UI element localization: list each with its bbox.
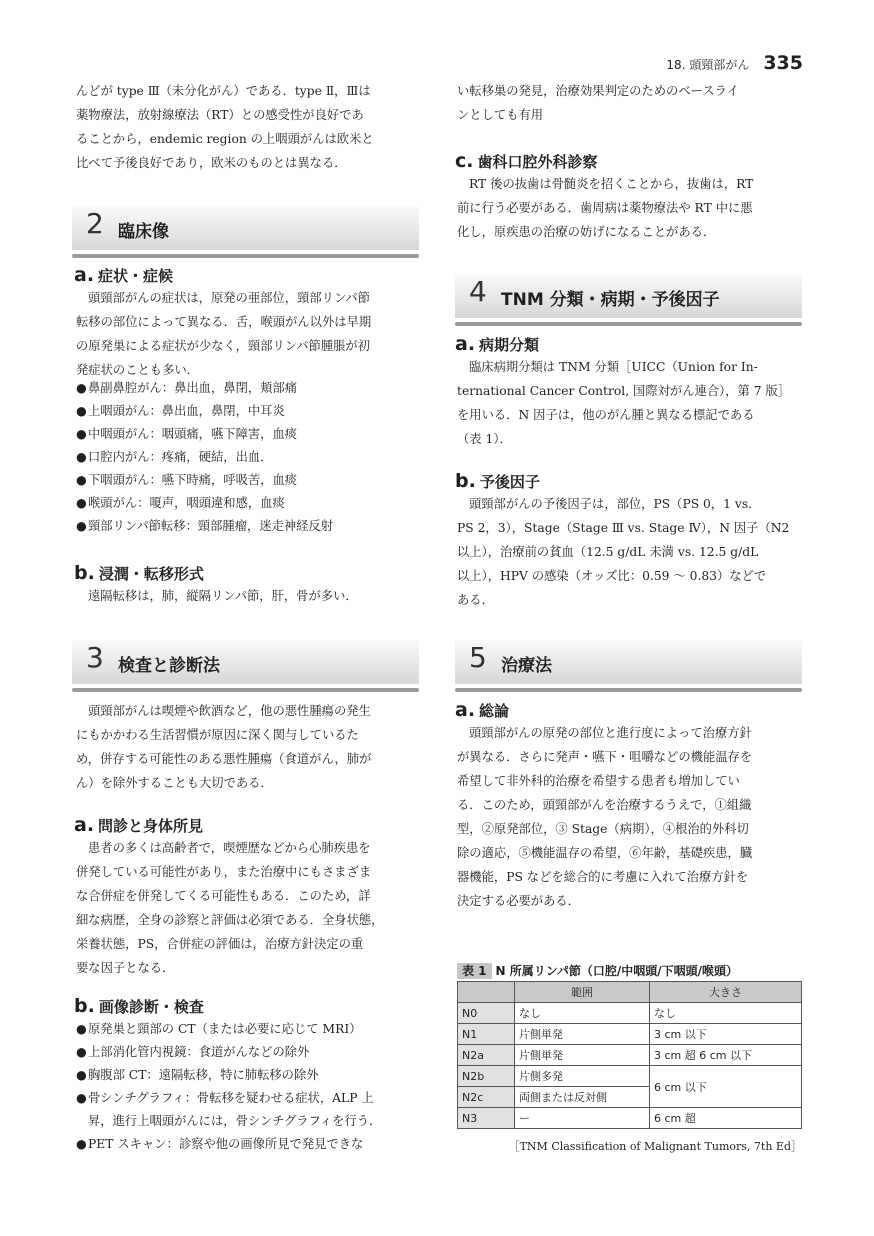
section-2-heading: 2 臨床像 xyxy=(72,206,419,250)
table-row: N2a 片側単発 3 cm 超 6 cm 以下 xyxy=(458,1045,802,1066)
table-source: ［TNM Classification of Malignant Tumors, 7th Ed］ xyxy=(508,1140,802,1153)
table-row: N0 なし なし xyxy=(458,1003,802,1024)
table-header-row: 範囲 大きさ xyxy=(458,982,802,1003)
chapter-title: 18. 頭頸部がん xyxy=(666,58,750,72)
subsection-3c-heading: c. 歯科口腔外科診察 xyxy=(455,150,598,172)
page-number: 335 xyxy=(763,52,803,74)
subsection-2b-heading: b. 浸潤・転移形式 xyxy=(74,562,204,584)
section-3-heading: 3 検査と診断法 xyxy=(72,640,419,684)
exam-intro-paragraph: 頭頸部がんは喫煙や飲酒など，他の悪性腫瘍の発生 にもかかわる生活習慣が原因に深く関与しているた め，併存する可能性のある悪性腫瘍（食道がん，肺が ん）を除外することも大切である． xyxy=(76,704,372,790)
subsection-4a-heading: a. 病期分類 xyxy=(455,333,540,355)
subsection-2a-heading: a. 症状・症候 xyxy=(74,264,174,286)
symptoms-list xyxy=(76,377,333,538)
list-item: 昇，進行上咽頭がんには，骨シンチグラフィを行う． xyxy=(88,1114,382,1128)
metastasis-paragraph: 遠隔転移は，肺，縦隔リンパ節，肝，骨が多い． xyxy=(88,589,358,603)
running-header xyxy=(666,52,803,74)
list-item: ●上部消化管内視鏡：食道がんなどの除外 xyxy=(76,1045,310,1059)
treatment-paragraph: 頭頸部がんの原発の部位と進行度によって治療方針 が異なる．さらに発声・嚥下・咀嚼などの機能温存を 希望して非外科的治療を希望する患者も増加してい る．このため，頭頸部がんを治療するうえで，①組織 型，②原発部位，③ Stage（病期），④根治的外科切 除の適応，⑤機能温存の希望，⑥年齢，基礎疾患，臓 器機能，PS などを総合的に考慮に入れて治療方針を 決定する必要がある． xyxy=(457,726,753,908)
list-item: ●口腔内がん：疼痛，硬結，出血． xyxy=(76,450,273,464)
table-row: N2b 片側多発 6 cm 以下 xyxy=(458,1066,802,1087)
list-item: ●頸部リンパ節転移：頸部腫瘤，迷走神経反射 xyxy=(76,519,334,533)
list-item: ●下咽頭がん：嚥下時痛，呼吸苦，血痰 xyxy=(76,473,298,487)
table-row: N1 片側単発 3 cm 以下 xyxy=(458,1024,802,1045)
section-5-heading: 5 治療法 xyxy=(455,640,802,684)
list-item: ●喉頭がん：嗄声，咽頭違和感，血痰 xyxy=(76,496,285,510)
list-item: ●鼻副鼻腔がん：鼻出血，鼻閉，頬部痛 xyxy=(76,381,298,395)
history-paragraph: 患者の多くは高齢者で，喫煙歴などから心肺疾患を 併発している可能性があり，また治療中にもさまざま な合併症を併発してくる可能性もある．このため，詳 細な病歴，全身の診察と評価は必須である．全身状態， 栄養状態，PS，合併症の評価は，治療方針決定の重 要な因子となる． xyxy=(76,841,384,975)
list-item: ●上咽頭がん：鼻出血，鼻閉，中耳炎 xyxy=(76,404,285,418)
staging-paragraph: 臨床病期分類は TNM 分類［UICC（Union for In- ternational Cancer Control, 国際対がん連合），第 7 版］ を用いる．N 因子は，他のがん腫と異なる標記である （表 1）． xyxy=(457,360,791,446)
n-stage-table xyxy=(457,981,802,1129)
symptoms-paragraph: 頭頸部がんの症状は，原発の亜部位，頸部リンパ節 転移の部位によって異なる．舌，喉頭がん以外は早期 の原発巣による症状が少なく，頸部リンパ節腫脹が初 発症状のことも多い． xyxy=(76,291,372,377)
list-item: ●原発巣と頸部の CT（または必要に応じて MRI） xyxy=(76,1022,362,1036)
imaging-list xyxy=(76,1018,381,1156)
list-item: ●骨シンチグラフィ：骨転移を疑わせる症状，ALP 上 xyxy=(76,1091,374,1105)
list-item: ●PET スキャン：診察や他の画像所見で発見できな xyxy=(76,1137,364,1151)
continued-paragraph: い転移巣の発見，治療効果判定のためのベースライ ンとしても有用 xyxy=(457,84,739,122)
subsection-4b-heading: b. 予後因子 xyxy=(455,470,540,492)
subsection-3a-heading: a. 問診と身体所見 xyxy=(74,814,204,836)
intro-paragraph: んどが type Ⅲ（未分化がん）である．type Ⅱ，Ⅲは 薬物療法，放射線療法（RT）との感受性が良好であ ることから，endemic region の上咽頭がんは欧米と 比べて予後良好であり，欧米のものとは異なる． xyxy=(76,84,374,170)
subsection-3b-heading: b. 画像診断・検査 xyxy=(74,995,204,1017)
table-row: N3 ー 6 cm 超 xyxy=(458,1108,802,1129)
section-4-heading: 4 TNM 分類・病期・予後因子 xyxy=(455,274,802,318)
list-item: ●胸腹部 CT：遠隔転移，特に肺転移の除外 xyxy=(76,1068,319,1082)
dental-paragraph: RT 後の抜歯は骨髄炎を招くことから，抜歯は，RT 前に行う必要がある．歯周病は薬物療法や RT 中に悪 化し，原疾患の治療の妨げになることがある． xyxy=(457,177,754,239)
subsection-5a-heading: a. 総論 xyxy=(455,699,510,721)
table-row: N2c 両側または反対側 xyxy=(458,1087,802,1108)
table-caption: 表 1 N 所属リンパ節（口腔/中咽頭/下咽頭/喉頭） xyxy=(457,962,738,979)
prognosis-paragraph: 頭頸部がんの予後因子は，部位，PS（PS 0，1 vs. PS 2，3），Stage（Stage Ⅲ vs. Stage Ⅳ），N 因子（N2 以上），治療前の貧血（12.5 g/dL 未満 vs. 12.5 g/dL 以上），HPV の感染（オッズ比：0.59 〜 0.83）などで ある． xyxy=(457,497,790,607)
list-item: ●中咽頭がん：咽頭痛，嚥下障害，血痰 xyxy=(76,427,298,441)
